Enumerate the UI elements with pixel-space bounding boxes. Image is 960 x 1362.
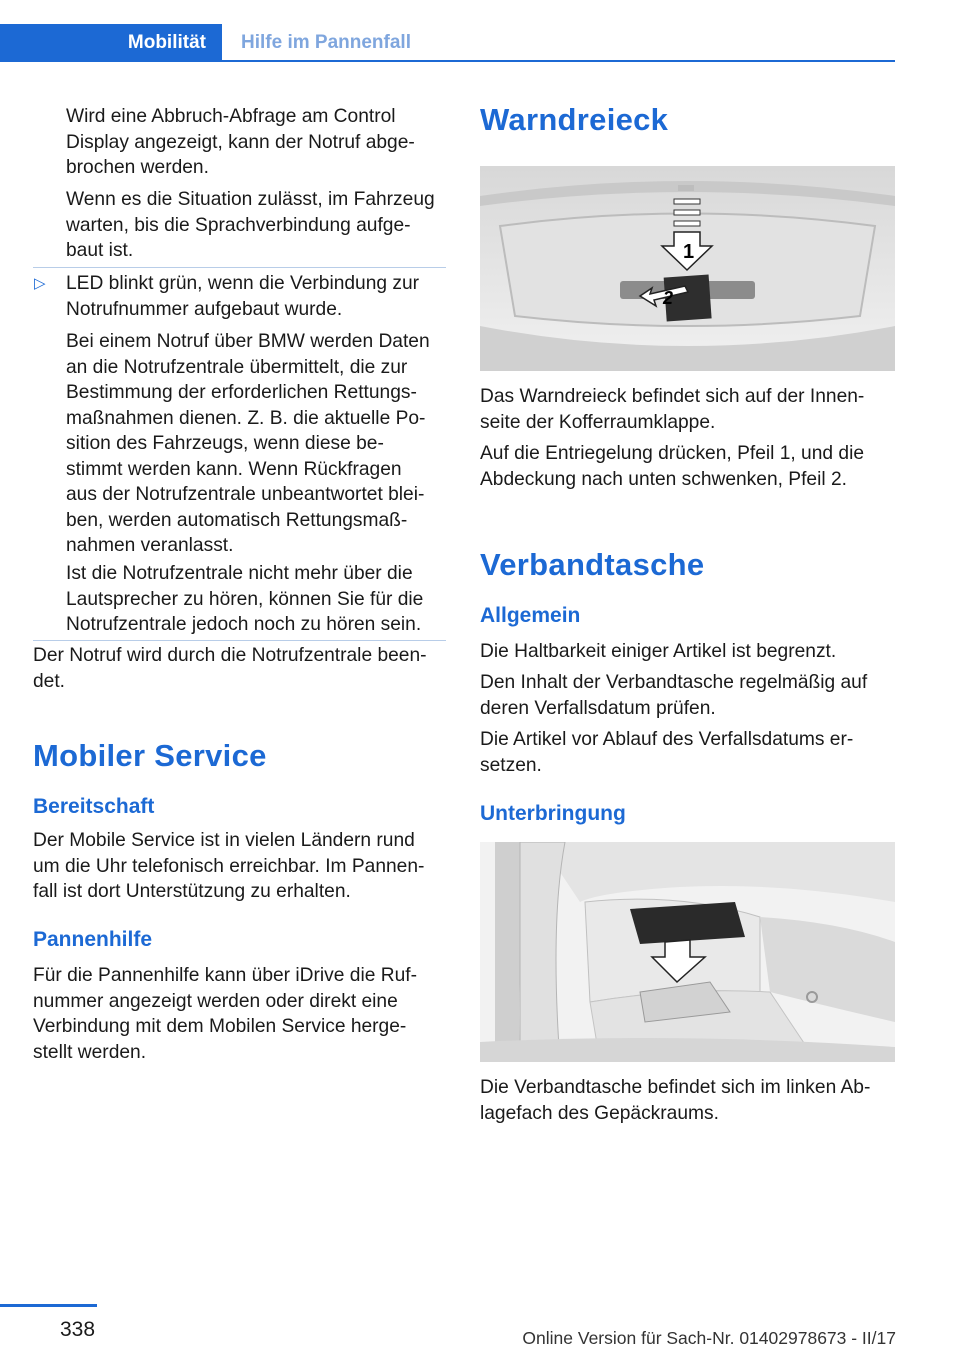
subheading-pannenhilfe: Pannenhilfe (33, 928, 153, 951)
text-line: an die Notrufzentrale übermittelt, die zur (66, 356, 408, 378)
text-line: nummer angezeigt werden oder direkt eine (33, 990, 398, 1012)
trunk-compartment-image (480, 842, 895, 1062)
right-paragraph-4 (480, 670, 867, 721)
text-line: ben, werden automatisch Rettungsmaß- (66, 509, 408, 531)
text-line: nahmen veranlasst. (66, 535, 234, 556)
text-line: setzen. (480, 754, 542, 776)
text-line: Notrufzentrale jedoch noch zu hören sein. (66, 614, 422, 635)
tab-hilfe-label: Hilfe im Pannenfall (241, 31, 411, 53)
trunk-lid-image (480, 166, 895, 371)
footer-rule (0, 1304, 97, 1307)
arrow-1-label: 1 (683, 241, 695, 263)
text-line: maßnahmen dienen. Z. B. die aktuelle Po- (66, 407, 426, 429)
text-line: Abdeckung nach unten schwenken, Pfeil 2. (480, 468, 847, 490)
text-line: Verbindung mit dem Mobilen Service herge- (33, 1016, 407, 1037)
list-item-paragraph-3 (66, 561, 423, 638)
text-line: aus der Notrufzentrale unbeantwortet blei- (66, 484, 425, 505)
list-separator (33, 267, 446, 268)
text-line: Für die Pannenhilfe kann über iDrive die Ruf- (33, 965, 417, 986)
text-line: Die Verbandtasche befindet sich im linken Ab- (480, 1077, 871, 1098)
text-line: brochen werden. (66, 157, 209, 178)
tab-mobilitaet-label: Mobilität (127, 31, 206, 53)
heading-warndreieck: Warndreieck (480, 102, 669, 137)
text-line: Den Inhalt der Verbandtasche regelmäßig auf (480, 672, 868, 693)
subheading-allgemein: Allgemein (480, 604, 581, 627)
list-item (66, 271, 419, 322)
left-paragraph-3 (33, 643, 427, 694)
text-line: Lautsprecher zu hören, können Sie für die (66, 588, 424, 610)
left-paragraph-1 (66, 104, 415, 181)
text-line: stellt werden. (33, 1041, 147, 1063)
text-line: det. (33, 670, 66, 692)
right-paragraph-6 (480, 1075, 870, 1126)
right-paragraph-3: Die Haltbarkeit einiger Artikel ist begrenzt. (480, 641, 837, 662)
right-paragraph-1 (480, 384, 864, 435)
text-line: Die Artikel vor Ablauf des Verfallsdatums er- (480, 729, 854, 750)
tab-hilfe-im-pannenfall[interactable] (222, 24, 411, 61)
subheading-bereitschaft: Bereitschaft (33, 795, 155, 818)
text-line: Ist die Notrufzentrale nicht mehr über die (66, 563, 413, 584)
text-line: baut ist. (66, 240, 134, 261)
text-line: Wenn es die Situation zulässt, im Fahrzeug (66, 189, 435, 210)
text-line: deren Verfallsdatum prüfen. (480, 697, 716, 719)
left-paragraph-4 (33, 828, 424, 905)
text-line: lagefach des Gepäckraums. (480, 1102, 719, 1124)
text-line: Der Notruf wird durch die Notrufzentrale been- (33, 645, 427, 666)
text-line: stimmt werden kann. Wenn Rückfragen (66, 458, 402, 480)
left-paragraph-5 (33, 963, 417, 1065)
text-line: LED blinkt grün, wenn die Verbindung zur (66, 273, 420, 294)
right-paragraph-2 (480, 441, 864, 492)
left-paragraph-2 (66, 187, 435, 264)
text-line: Der Mobile Service ist in vielen Ländern rund (33, 830, 415, 851)
text-line: warten, bis die Sprachverbindung aufge- (66, 214, 411, 236)
text-line: um die Uhr telefonisch erreichbar. Im Pannen- (33, 855, 425, 877)
text-line: Das Warndreieck befindet sich auf der Innen- (480, 386, 865, 407)
text-line: Bestimmung der erforderlichen Rettungs- (66, 382, 417, 403)
heading-mobiler-service: Mobiler Service (33, 738, 267, 773)
text-line: Wird eine Abbruch-Abfrage am Control (66, 106, 396, 127)
text-line: seite der Kofferraumklappe. (480, 411, 716, 433)
text-line: Auf die Entriegelung drücken, Pfeil 1, und die (480, 443, 865, 464)
arrow-2-label: 2 (663, 288, 674, 308)
text-line: Notrufnummer aufgebaut wurde. (66, 298, 343, 320)
text-line: sition des Fahrzeugs, wenn diese be- (66, 433, 384, 454)
right-paragraph-5 (480, 727, 853, 778)
text-line: fall ist dort Unterstützung zu erhalten. (33, 881, 351, 902)
text-line: Display angezeigt, kann der Notruf abge- (66, 131, 415, 153)
list-separator (33, 640, 446, 641)
text-line: Bei einem Notruf über BMW werden Daten (66, 331, 430, 352)
page-number: 338 (60, 1318, 96, 1341)
list-item-paragraph-2 (66, 329, 430, 559)
footer-version-text: Online Version für Sach-Nr. 01402978673 - II/17 (522, 1328, 896, 1348)
subheading-unterbringung: Unterbringung (480, 802, 626, 825)
bullet-arrow-icon: ▷ (34, 275, 46, 292)
heading-verbandtasche: Verbandtasche (480, 547, 705, 582)
tab-mobilitaet[interactable] (0, 24, 222, 61)
